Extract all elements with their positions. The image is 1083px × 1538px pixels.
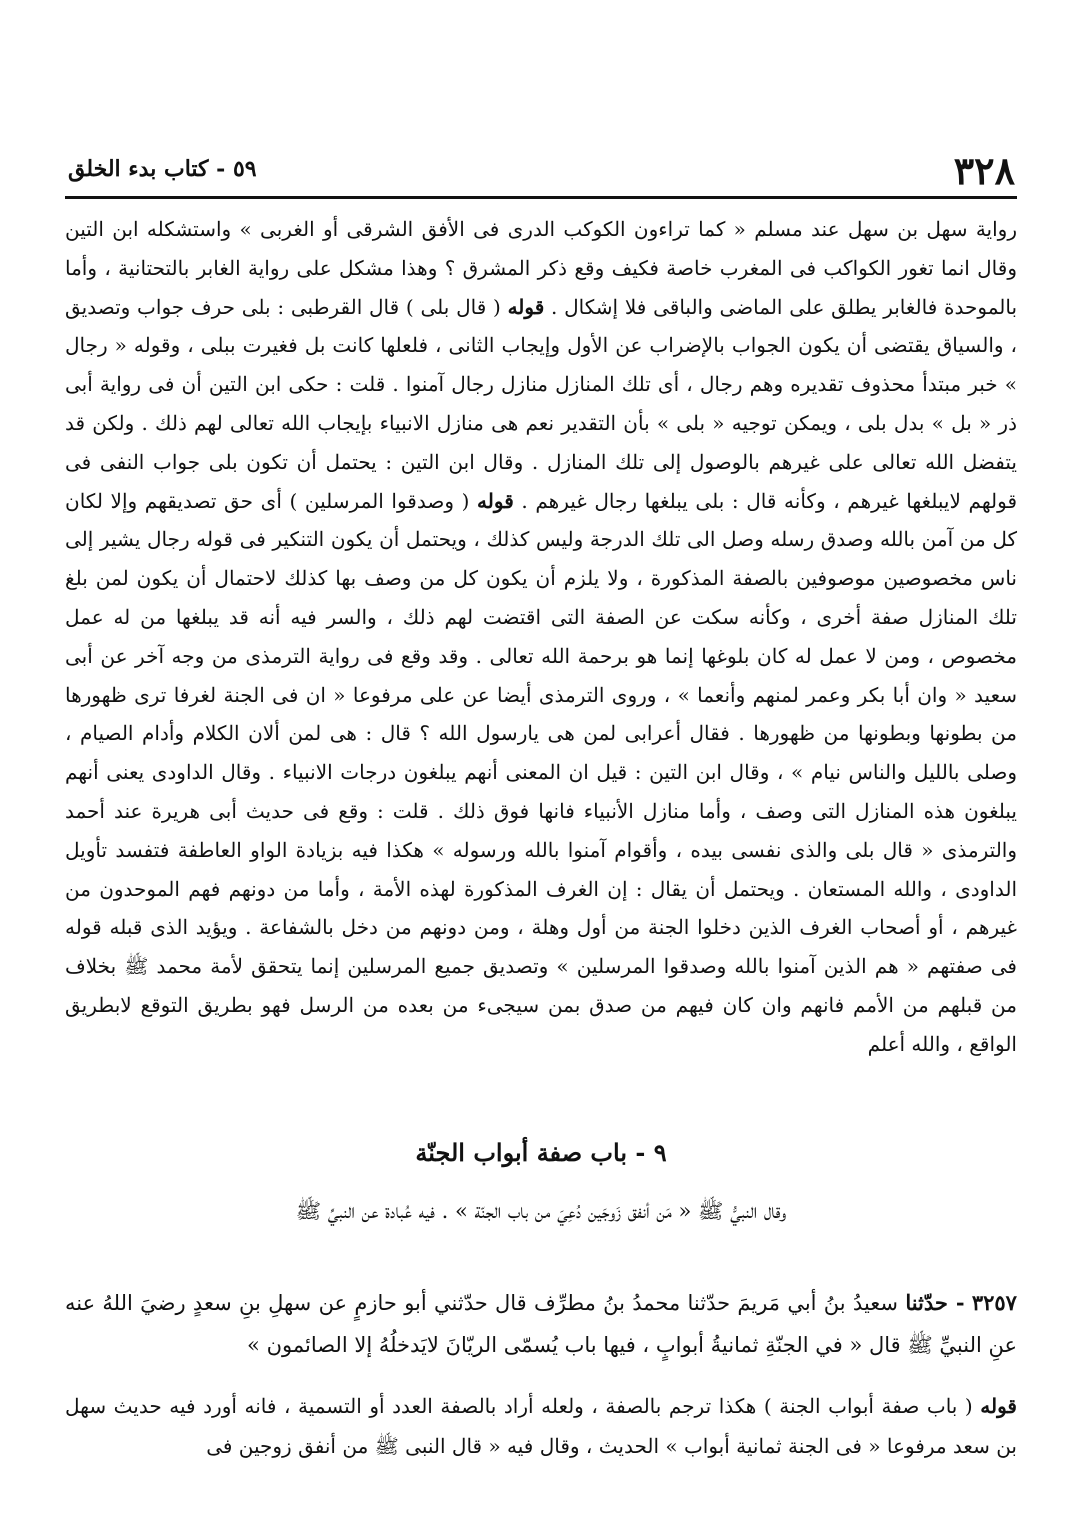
hadith-block <box>65 1282 1017 1366</box>
commentary-text-3: ( وصدقوا المرسلين ) أى حق تصديقهم وإلا لكان كل من آمن بالله وصدق رسله وصل الى تلك الدرجة وليس كذلك ، ويحتمل أن يكون التنكير فى قوله رجال يشير إلى ناس مخصوصين موصوفين بالصفة المذكورة ، ولا يلزم أن يكون كل من وصف بها كذلك لاحتمال أن يكون لمن بلغ تلك المنازل صفة أخرى ، وكأنه سكت عن الصفة التى اقتضت لهم ذلك ، والسر فيه أنه قد يبلغها من له عمل مخصوص ، ومن لا عمل له كان بلوغها إنما هو برحمة الله تعالى . وقد وقع فى رواية الترمذى من وجه آخر عن أبى سعيد « وان أبا بكر وعمر لمنهم وأنعما » ، وروى الترمذى أيضا عن على مرفوعا « ان فى الجنة لغرفا ترى ظهورها من بطونها وبطونها من ظهورها . فقال أعرابى لمن هى يارسول الله ؟ قال : هى لمن ألان الكلام وأدام الصيام ، وصلى بالليل والناس نيام » ، وقال ابن التين : قيل ان المعنى أنهم يبلغون درجات الانبياء . وقال الداودى يعنى أنهم يبلغون هذه المنازل التى وصف ، وأما منازل الأنبياء فانها فوق ذلك . قلت : وقع فى حديث أبى هريرة عند أحمد والترمذى « قال بلى والذى نفسى بيده ، وأقوام آمنوا بالله ورسوله » هكذا فيه بزيادة الواو العاطفة فتفسد تأويل الداودى ، والله المستعان . ويحتمل أن يقال : إن الغرف المذكورة لهذه الأمة ، وأما من دونهم فهم الموحدون من غيرهم ، أو أصحاب الغرف الذين دخلوا الجنة من أول وهلة ، ومن دونهم من دخل بالشفاعة . ويؤيد الذى قبله قوله فى صفتهم « هم الذين آمنوا بالله وصدقوا المرسلين » وتصديق جميع المرسلين إنما يتحقق لأمة محمد ﷺ بخلاف من قبلهم من الأمم فانهم وان كان فيهم من صدق بمن سيجىء من بعده من الرسل فهو بطريق التوقع لابطريق الواقع ، والله أعلم <box>65 488 1017 1056</box>
commentary-paragraph <box>65 210 1017 1064</box>
keyword-qawluhu: قوله <box>477 488 514 513</box>
hadith-opening: - حدّثنا <box>905 1290 965 1315</box>
hadith-number: ٣٢٥٧ <box>971 1290 1017 1315</box>
commentary-text-2: ( قال بلى ) قال القرطبى : بلى حرف جواب وتصديق ، والسياق يقتضى أن يكون الجواب بالإضراب عن الأول وإيجاب الثانى ، فلعلها كانت بل فغيرت ببلى ، وقوله « رجال » خبر مبتدأ محذوف تقديره وهم رجال ، أى تلك المنازل منازل رجال آمنوا . قلت : حكى ابن التين أن فى رواية أبى ذر « بل » بدل بلى ، ويمكن توجيه « بلى » بأن التقدير نعم هى منازل الانبياء بإيجاب الله تعالى لهم ذلك . ولكن قد يتفضل الله تعالى على غيرهم بالوصول إلى تلك المنازل . وقال ابن التين : يحتمل أن تكون بلى جواب النفى فى قولهم لايبلغها غيرهم ، وكأنه قال : بلى يبلغها رجال غيرهم . <box>65 294 1018 513</box>
keyword-qawluhu: قوله <box>507 294 545 319</box>
closing-commentary <box>65 1386 1017 1466</box>
chapter-subheading: وقال النبيُّ ﷺ « مَن أنفق زَوجَين دُعِيَ من باب الجنّة » . فيه عُبادة عن النبيِّ ﷺ <box>295 1199 787 1223</box>
hadith-text: سعيدُ بنُ أبي مَريمَ حدّثنا محمدُ بنُ مطرِّف قال حدّثني أبو حازمٍ عن سهلِ بنِ سعدٍ رضيَ اللهُ عنه عنِ النبيِّ ﷺ قال « في الجنّةِ ثمانيةُ أبوابٍ ، فيها باب يُسمّى الريّانَ لايَدخلُهُ إلا الصائمون » <box>65 1291 1017 1357</box>
page-header <box>68 150 1015 194</box>
chapter-title: ٥٩ - كتاب بدء الخلق <box>68 156 257 182</box>
commentary-body <box>65 210 1017 1064</box>
header-rule <box>65 196 1017 199</box>
chapter-heading: ٩ - باب صفة أبواب الجنّة <box>415 1138 667 1167</box>
closing-commentary-text: ( باب صفة أبواب الجنة ) هكذا ترجم بالصفة ، ولعله أراد بالصفة العدد أو التسمية ، فانه أورد فيه حديث سهل بن سعد مرفوعا « فى الجنة ثمانية أبواب » الحديث ، وقال فيه « قال النبى ﷺ من أنفق زوجين فى <box>65 1394 1017 1458</box>
keyword-qawluhu: قوله <box>980 1394 1017 1418</box>
commentary-text-1: رواية سهل بن سهل عند مسلم « كما تراءون الكوكب الدرى فى الأفق الشرقى أو الغربى » واستشكله ابن التين وقال انما تغور الكواكب فى المغرب خاصة فكيف وقع ذكر المشرق ؟ وهذا مشكل على رواية الغابر بالتحتانية ، وأما بالموحدة فالغابر يطلق على الماضى والباقى فلا إشكال . <box>65 217 1018 319</box>
page-number: ٣٢٨ <box>953 148 1015 193</box>
